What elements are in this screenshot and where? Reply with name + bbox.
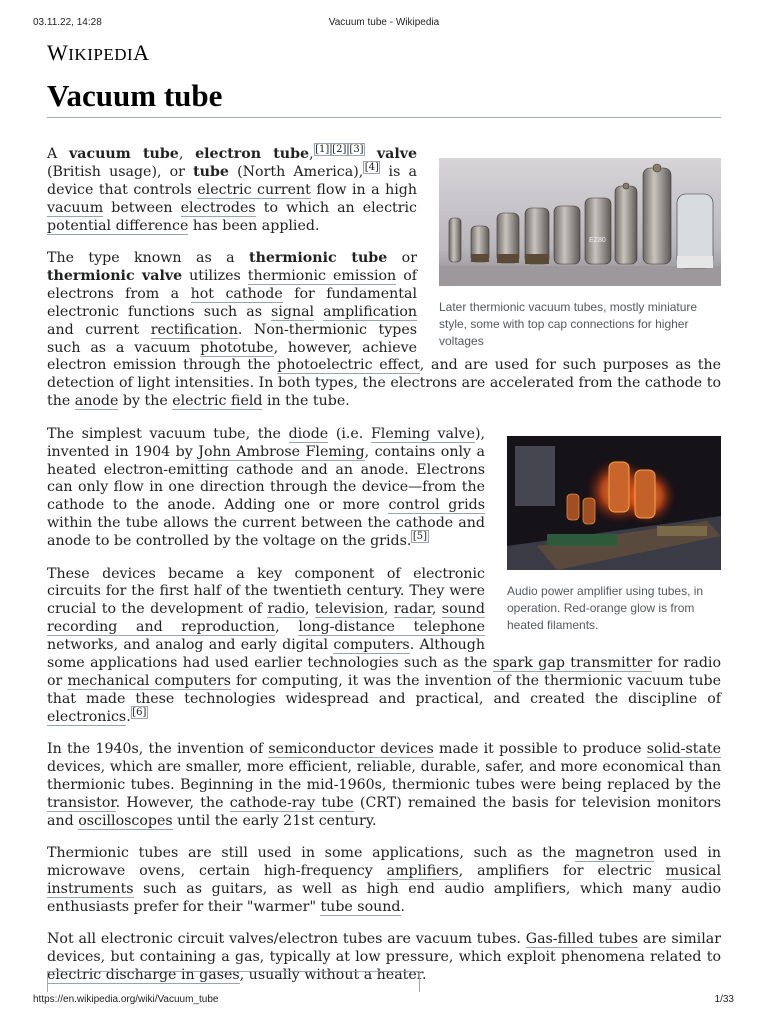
link-fleming-valve[interactable]: Fleming valve	[370, 425, 475, 442]
link-hot-cathode[interactable]: hot cathode	[190, 285, 283, 302]
link-cathode-ray-tube[interactable]: cathode-ray tube	[229, 794, 354, 811]
link-diode[interactable]: diode	[288, 425, 329, 442]
link-photoelectric-effect[interactable]: photoelectric effect	[277, 357, 420, 374]
contents-box	[47, 971, 420, 992]
print-page-count: 1/33	[714, 994, 734, 1005]
link-thermionic-emission[interactable]: thermionic emission	[247, 267, 397, 284]
link-gas-filled-tubes[interactable]: Gas-filled tubes	[525, 931, 639, 948]
link-sound-recording[interactable]: sound recording and reproduction	[47, 601, 485, 636]
amplifier-photo[interactable]	[507, 436, 721, 576]
link-potential-difference[interactable]: potential difference	[47, 217, 189, 234]
wikipedia-logo[interactable]: WIKIPEDIA	[47, 40, 150, 65]
ref-link[interactable]: [3]	[349, 144, 364, 156]
link-control-grids[interactable]: control grids	[388, 497, 485, 514]
history-paragraph: These devices became a key component of electronic circuits for the first half of the twentieth century. They were crucial to the development of radio, television, radar, sound recording and reproduction, long-distance telephone networks, and analog and early digital computers. Although some applications had used earlier technologies such as the spark gap transmitter for radio or mechanical computers for computing, it was the invention of the thermionic vacuum tube that made these technologies widespread and practical, and created the discipline of electronics. [6]	[47, 565, 721, 725]
ref-link[interactable]: [6]	[132, 707, 147, 719]
intro-paragraph: A vacuum tube, electron tube, [1] [2] [3] valve (British usage), or tube (North America), [4] is a device that controls electric current flow in a high vacuum between electrodes to which an electric potential difference has been applied.	[47, 144, 417, 234]
ref-link[interactable]: [1]	[315, 144, 330, 156]
diode-paragraph: The simplest vacuum tube, the diode (i.e. Fleming valve), invented in 1904 by John Ambrose Fleming, contains only a heated electron-emitting cathode and an anode. Electrons can only flow in one direction through the device—from the cathode to the anode. Adding one or more control grids within the tube allows the current between the cathode and anode to be controlled by the voltage on the grids. [5]	[47, 425, 486, 550]
thermionic-paragraph: The type known as a thermionic tube or thermionic valve utilizes thermionic emission of electrons from a hot cathode for fundamental electronic functions such as signal amplification and current rectification. Non-thermionic types such as a vacuum phototube, however, achieve electron emission through the photoelectric effect, and are used for such purposes as the detection of light intensities. In both types, the electrons are accelerated from the cathode to the anode by the electric field in the tube.	[47, 250, 721, 410]
link-amplifiers[interactable]: amplifiers	[386, 863, 459, 880]
figure-vacuum-tubes	[439, 158, 721, 350]
applications-paragraph: Thermionic tubes are still used in some applications, such as the magnetron used in microwave ovens, certain high-frequency amplifiers, amplifiers for electric musical instruments such as guitars, as well as high end audio amplifiers, which many audio enthusiasts prefer for their "warmer" tube sound.	[47, 845, 722, 915]
link-spark-gap-transmitter[interactable]: spark gap transmitter	[492, 655, 653, 672]
article-title: Vacuum tube	[47, 78, 223, 113]
link-electric-current[interactable]: electric current	[197, 181, 311, 198]
link-long-distance-telephone[interactable]: long-distance telephone	[298, 619, 485, 636]
print-datetime: 03.11.22, 14:28	[33, 17, 102, 28]
link-amplification[interactable]: amplification	[323, 303, 418, 320]
link-electrodes[interactable]: electrodes	[180, 199, 256, 216]
figure-caption-tubes: Later thermionic vacuum tubes, mostly miniature style, some with top cap connections for higher voltages	[439, 299, 698, 348]
link-tube-sound[interactable]: tube sound	[320, 898, 401, 915]
link-oscilloscopes[interactable]: oscilloscopes	[78, 812, 173, 829]
link-phototube[interactable]: phototube	[200, 339, 274, 356]
link-solid-state[interactable]: solid-state	[646, 741, 721, 758]
semiconductor-paragraph: In the 1940s, the invention of semiconductor devices made it possible to produce solid-state devices, which are smaller, more efficient, reliable, durable, safer, and more economical than thermionic tubes. Beginning in the mid-1960s, thermionic tubes were being replaced by the transistor. However, the cathode-ray tube (CRT) remained the basis for television monitors and oscilloscopes until the early 21st century.	[47, 741, 722, 829]
figure-caption-amplifier: Audio power amplifier using tubes, in operation. Red-orange glow is from heated filaments.	[507, 583, 704, 632]
link-radar[interactable]: radar	[393, 601, 432, 618]
link-john-ambrose-fleming[interactable]: John Ambrose Fleming	[198, 443, 365, 460]
vacuum-tubes-photo[interactable]	[439, 158, 721, 292]
gas-tubes-paragraph: Not all electronic circuit valves/electron tubes are vacuum tubes. Gas-filled tubes are similar devices, but containing a gas, typically at low pressure, which exploit phenomena related to electric discharge in gases, usually without a heater.	[47, 931, 721, 984]
article-body	[47, 146, 721, 1000]
link-semiconductor-devices[interactable]: semiconductor devices	[268, 741, 434, 758]
link-signal[interactable]: signal	[271, 303, 315, 320]
link-transistor[interactable]: transistor	[47, 794, 116, 811]
link-computers[interactable]: computers	[333, 637, 410, 654]
link-vacuum[interactable]: vacuum	[47, 199, 104, 216]
title-divider	[47, 117, 721, 118]
link-magnetron[interactable]: magnetron	[575, 845, 654, 862]
link-rectification[interactable]: rectification	[150, 321, 238, 338]
link-electric-field[interactable]: electric field	[172, 393, 263, 410]
ref-link[interactable]: [4]	[364, 162, 379, 174]
link-musical-instruments[interactable]: musical instruments	[47, 863, 722, 898]
link-radio[interactable]: radio	[267, 601, 305, 618]
link-electric-discharge[interactable]: electric discharge in gases	[47, 967, 240, 984]
ref-link[interactable]: [2]	[332, 144, 347, 156]
link-anode[interactable]: anode	[74, 393, 119, 410]
figure-amplifier	[507, 436, 721, 634]
tube-label: EZ80	[589, 237, 606, 244]
print-url: https://en.wikipedia.org/wiki/Vacuum_tube	[33, 994, 219, 1005]
ref-link[interactable]: [5]	[412, 531, 428, 543]
link-television[interactable]: television	[314, 601, 384, 618]
link-electronics[interactable]: electronics	[47, 708, 127, 725]
link-mechanical-computers[interactable]: mechanical computers	[67, 672, 231, 689]
print-page-title: Vacuum tube - Wikipedia	[328, 17, 440, 28]
